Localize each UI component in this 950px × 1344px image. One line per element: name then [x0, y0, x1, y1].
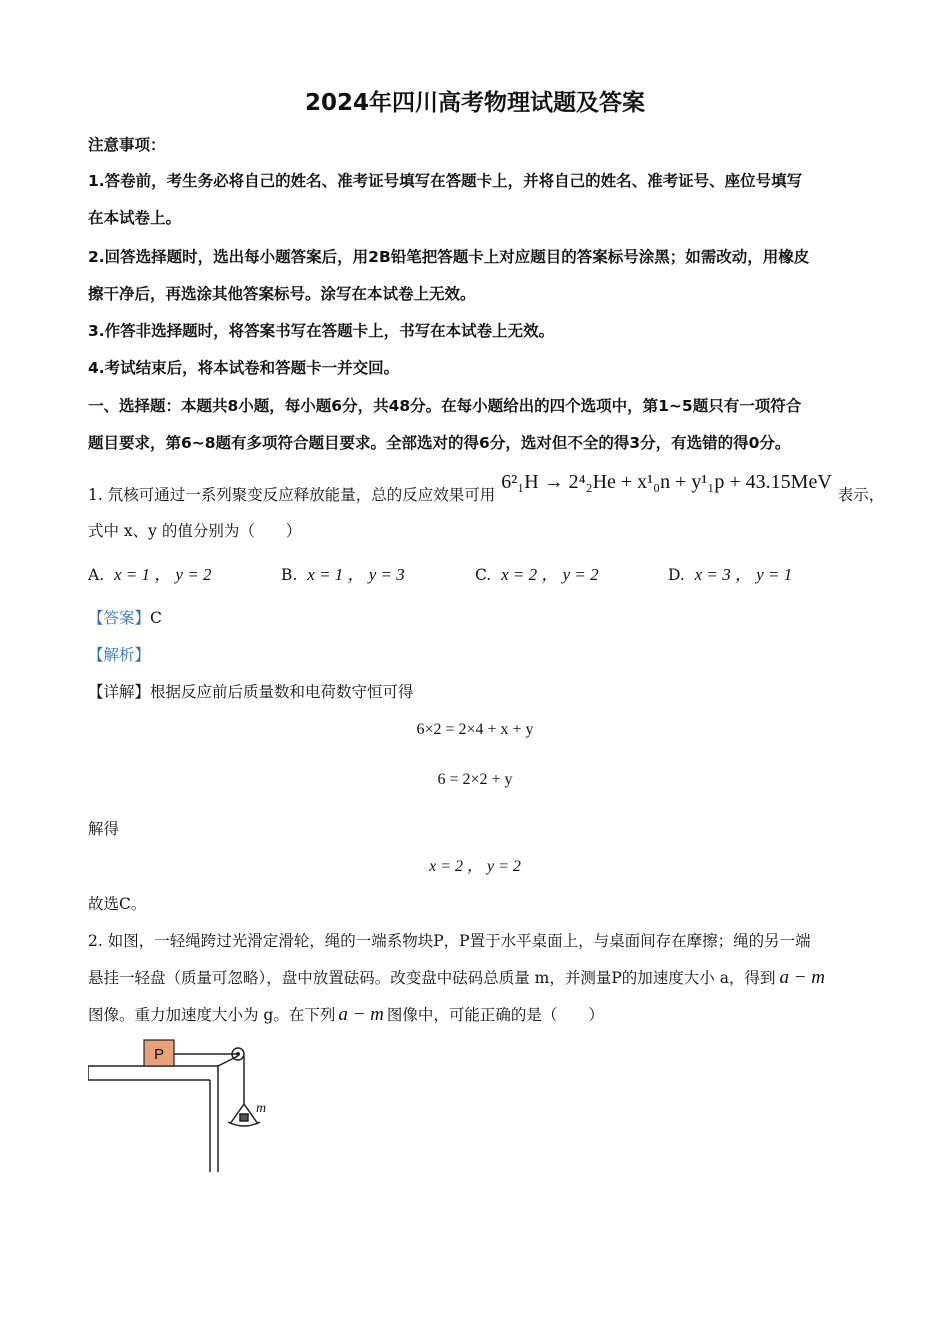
- q2-line2: 悬挂一轻盘（质量可忽略），盘中放置砝码。改变盘中砝码总质量 m，并测量P的加速度大小 a，得到 a − m: [88, 967, 826, 988]
- answer-value: C: [150, 609, 162, 627]
- notice-heading: 注意事项：: [88, 136, 166, 154]
- q1-stem: [88, 471, 885, 506]
- q1-detail: [88, 680, 414, 702]
- answer-label: 【答案】: [88, 609, 151, 627]
- block-p-label: P: [153, 1046, 165, 1063]
- notice-item-3: 3.作答非选择题时，将答案书写在答题卡上，书写在本试卷上无效。: [88, 322, 555, 340]
- detail-text: 根据反应前后质量数和电荷数守恒可得: [150, 683, 414, 701]
- detail-label: 【详解】: [88, 683, 151, 701]
- notice-item-1b: 在本试卷上。: [88, 209, 182, 227]
- q1-conclusion: 故选C。: [88, 895, 147, 913]
- solve-label: 解得: [88, 820, 120, 838]
- q1-stem-c: 式中 x、y 的值分别为（ ）: [88, 522, 302, 540]
- q1-answer: [88, 606, 162, 628]
- equation-3: x = 2 ， y = 2: [429, 858, 521, 875]
- q1-option-a: A. x = 1 ， y = 2: [88, 565, 212, 584]
- page-title: 2024年四川高考物理试题及答案: [304, 90, 645, 116]
- equation-2: 6 = 2×2 + y: [437, 771, 513, 788]
- mass-label: m: [256, 1101, 267, 1116]
- notice-item-4: 4.考试结束后，将本试卷和答题卡一并交回。: [88, 359, 400, 377]
- q1-equation: 6²₁H → 2⁴₂He + x¹₀n + y¹₁p + 43.15MeV: [501, 471, 832, 493]
- notice-item-2b: 擦干净后，再选涂其他答案标号。涂写在本试卷上无效。: [88, 285, 476, 303]
- section1-line1: 一、选择题：本题共8小题，每小题6分，共48分。在每小题给出的四个选项中，第1~5题只有一项符合: [88, 397, 802, 415]
- q1-stem-b: 表示，: [837, 486, 885, 504]
- section1-line2: 题目要求，第6~8题有多项符合题目要求。全部选对的得6分，选对但不全的得3分，有选错的得0分。: [88, 434, 791, 452]
- q1-option-d: D. x = 3 ， y = 1: [668, 565, 793, 584]
- q1-stem-a: 1. 氘核可通过一系列聚变反应释放能量，总的反应效果可用: [88, 486, 496, 504]
- q2-line1: 2. 如图，一轻绳跨过光滑定滑轮，绳的一端系物块P，P置于水平桌面上，与桌面间存在摩擦；绳的另一端: [88, 932, 811, 950]
- q1-option-c: C. x = 2 ， y = 2: [475, 565, 599, 584]
- q1-option-b: B. x = 1 ， y = 3: [281, 565, 405, 584]
- q2-line3: 图像。重力加速度大小为 g。在下列 a − m 图像中，可能正确的是（ ）: [88, 1004, 604, 1025]
- pulley-figure: [88, 1034, 288, 1176]
- notice-item-2a: 2.回答选择题时，选出每小题答案后，用2B铅笔把答题卡上对应题目的答案标号涂黑；如需改动，用橡皮: [88, 248, 810, 266]
- equation-1: 6×2 = 2×4 + x + y: [416, 721, 534, 738]
- a-m-label: a − m: [779, 967, 826, 988]
- notice-item-1a: 1.答卷前，考生务必将自己的姓名、准考证号填写在答题卡上，并将自己的姓名、准考证号、座位号填写: [88, 172, 803, 190]
- analysis-label: 【解析】: [88, 646, 151, 664]
- a-m-label-2: a − m: [338, 1004, 384, 1025]
